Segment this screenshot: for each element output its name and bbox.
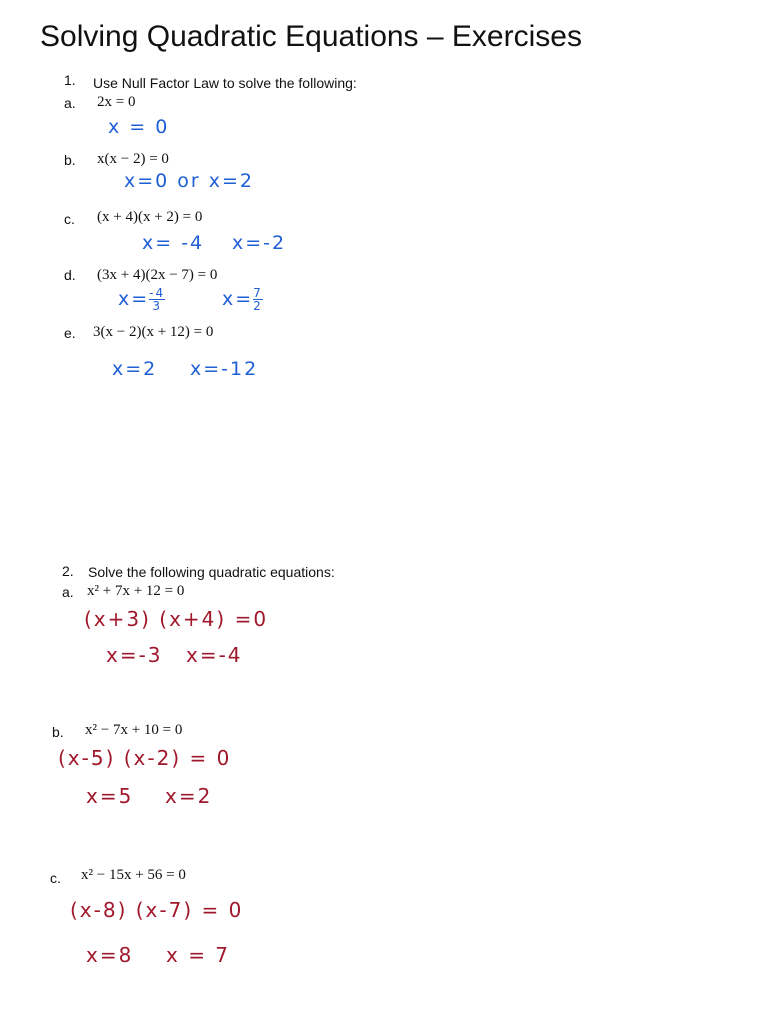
- q2c-equation: x² − 15x + 56 = 0: [81, 867, 186, 883]
- q2c-answer-1: x=8: [86, 943, 134, 967]
- question-2-heading: Solve the following quadratic equations:: [88, 564, 335, 580]
- q2a-answer-2: x=-4: [186, 643, 243, 667]
- q1b-letter: b.: [64, 152, 76, 168]
- q1e-answer-1: x=2: [112, 358, 158, 380]
- q1c-answer-1: x= -4: [142, 232, 205, 254]
- q1e-answer-2: x=-12: [190, 358, 259, 380]
- question-1-number: 1.: [64, 72, 76, 88]
- q2a-answer-1: x=-3: [106, 643, 163, 667]
- q2b-equation: x² − 7x + 10 = 0: [85, 722, 183, 738]
- q2c-answer-2: x = 7: [166, 943, 231, 967]
- q1a-equation: 2x = 0: [97, 94, 136, 110]
- q2c-factored: (x-8) (x-7) = 0: [70, 898, 244, 922]
- q1c-answer-2: x=-2: [232, 232, 287, 254]
- q1d-answer-1: x= $\frac{-4}{3}$: [118, 286, 166, 313]
- q1b-equation: x(x − 2) = 0: [97, 151, 169, 167]
- q1c-equation: (x + 4)(x + 2) = 0: [97, 209, 203, 225]
- q2c-letter: c.: [50, 870, 61, 886]
- page-title: Solving Quadratic Equations – Exercises: [40, 20, 582, 53]
- q1a-answer: x = 0: [108, 116, 170, 138]
- q1c-letter: c.: [64, 211, 75, 227]
- q2b-answer-1: x=5: [86, 784, 134, 808]
- q1d-answer-2: x= $\frac{7}{2}$: [222, 286, 263, 313]
- q1b-answer: x=0 or x=2: [124, 170, 255, 192]
- q1e-equation: 3(x − 2)(x + 12) = 0: [93, 324, 214, 340]
- q1d-letter: d.: [64, 267, 76, 283]
- question-1-heading: Use Null Factor Law to solve the following:: [93, 75, 357, 91]
- q1a-letter: a.: [64, 95, 76, 111]
- q2a-letter: a.: [62, 584, 74, 600]
- q1e-letter: e.: [64, 325, 76, 341]
- q2b-letter: b.: [52, 724, 64, 740]
- question-2-number: 2.: [62, 563, 74, 579]
- q2b-factored: (x-5) (x-2) = 0: [58, 746, 232, 770]
- q2b-answer-2: x=2: [165, 784, 213, 808]
- q1d-equation: (3x + 4)(2x − 7) = 0: [97, 267, 218, 283]
- q2a-factored: (x+3) (x+4) =0: [84, 607, 269, 631]
- q2a-equation: x² + 7x + 12 = 0: [87, 583, 185, 599]
